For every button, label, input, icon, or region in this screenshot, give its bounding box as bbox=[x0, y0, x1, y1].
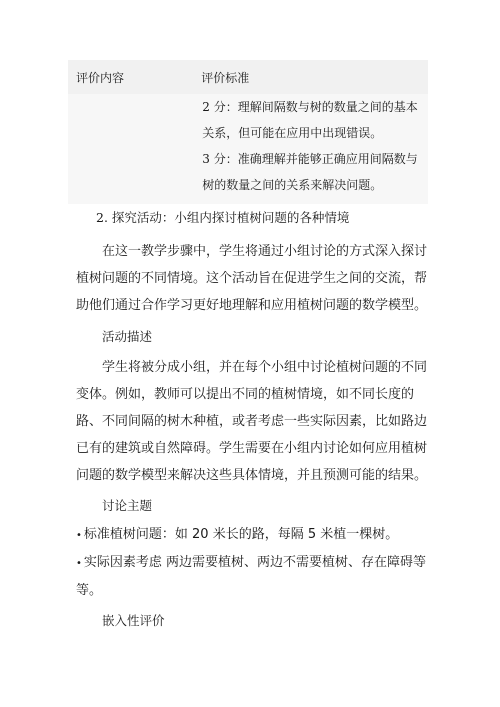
table-row bbox=[68, 94, 428, 204]
table-cell-criteria bbox=[193, 94, 428, 204]
table-cell-content bbox=[68, 94, 193, 204]
activity-heading: 活动描述 bbox=[102, 329, 153, 344]
criteria-line: 2 分：理解间隔数与树的数量之间的基本 bbox=[202, 100, 418, 114]
embedded-heading: 嵌入性评价 bbox=[102, 613, 165, 628]
criteria-line: 关系，但可能在应用中出现错误。 bbox=[202, 126, 383, 140]
table-header-content: 评价内容 bbox=[76, 70, 125, 85]
section-title: 2. 探究活动：小组内探讨植树问题的各种情境 bbox=[96, 210, 350, 225]
table-header-criteria: 评价标准 bbox=[201, 70, 250, 85]
bullet-icon: • bbox=[76, 530, 82, 541]
list-item bbox=[76, 521, 432, 549]
discussion-heading: 讨论主题 bbox=[102, 498, 153, 513]
bullet-text: 标准植树问题：如 20 米长的路，每隔 5 米植一棵树。 bbox=[83, 527, 399, 542]
criteria-line: 3 分：准确理解并能够正确应用间隔数与 bbox=[202, 152, 418, 166]
evaluation-table bbox=[68, 60, 428, 204]
activity-paragraph: 学生将被分成小组，并在每个小组中讨论植树问题的不同变体。例如，教师可以提出不同的植树情境，如不同长度的路、不同间隔的树木种植，或者考虑一些实际因素，比如路边已有的建筑或自然障碍。学生需要在小组内讨论如何应用植树问题的数学模型来解决这些具体情境，并且预测可能的结果。 bbox=[76, 360, 428, 483]
bullet-icon: • bbox=[76, 558, 82, 569]
table-header-row bbox=[68, 60, 428, 94]
bullet-text: 实际因素考虑 两边需要植树、两边不需要植树、存在障碍等等。 bbox=[76, 555, 427, 598]
criteria-line: 树的数量之间的关系来解决问题。 bbox=[202, 178, 383, 192]
list-item bbox=[76, 549, 432, 604]
section-paragraph: 在这一教学步骤中，学生将通过小组讨论的方式深入探讨植树问题的不同情境。这个活动旨在促进学生之间的交流，帮助他们通过合作学习更好地理解和应用植树问题的数学模型。 bbox=[76, 244, 428, 313]
